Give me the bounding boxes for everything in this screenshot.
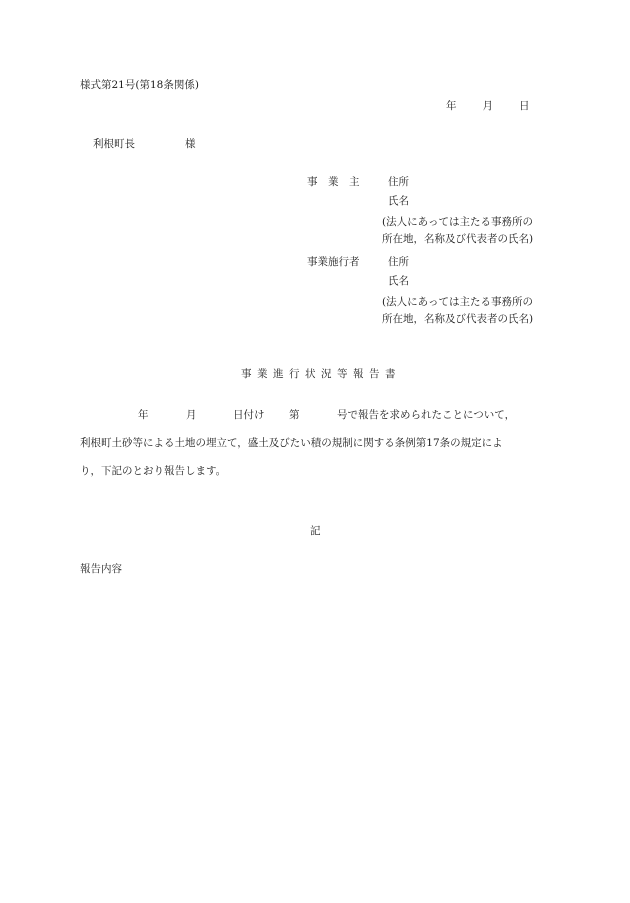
operator-note-line2: 所在地，名称及び代表者の氏名) xyxy=(382,233,534,245)
body-line-3: り，下記のとおり報告します。 xyxy=(80,465,227,477)
operator-note-line1: (法人にあっては主たる事務所の xyxy=(382,216,533,228)
body-number-prefix: 第 xyxy=(289,409,300,421)
body-line-1-rest: 号で報告を求められたことについて， xyxy=(337,409,516,421)
date-month: 月 xyxy=(482,100,493,112)
report-content-label: 報告内容 xyxy=(80,563,122,575)
date-line xyxy=(446,101,530,112)
operator-name-label: 氏名 xyxy=(388,195,409,207)
addressee-name: 利根町長 xyxy=(93,138,135,150)
body-line-1 xyxy=(80,410,560,422)
operator-role: 事 業 主 xyxy=(307,176,360,188)
contractor-note-line1: (法人にあっては主たる事務所の xyxy=(382,296,533,308)
form-number-label: 様式第21号(第18条関係) xyxy=(80,79,199,91)
date-year: 年 xyxy=(446,100,457,112)
contractor-note-line2: 所在地，名称及び代表者の氏名) xyxy=(382,313,534,325)
ki-heading: 記 xyxy=(310,525,321,537)
addressee-suffix: 様 xyxy=(185,138,196,150)
body-month: 月 xyxy=(186,409,197,421)
document-title: 事業進行状況等報告書 xyxy=(241,368,401,380)
contractor-role: 事業施行者 xyxy=(307,256,360,268)
contractor-name-label: 氏名 xyxy=(388,275,409,287)
operator-address-label: 住所 xyxy=(388,176,409,188)
body-dated: 日付け xyxy=(233,409,265,421)
body-year: 年 xyxy=(138,409,149,421)
date-day: 日 xyxy=(519,100,530,112)
body-line-2: 利根町土砂等による土地の埋立て，盛土及びたい積の規制に関する条例第17条の規定によ xyxy=(80,437,503,449)
contractor-address-label: 住所 xyxy=(388,256,409,268)
